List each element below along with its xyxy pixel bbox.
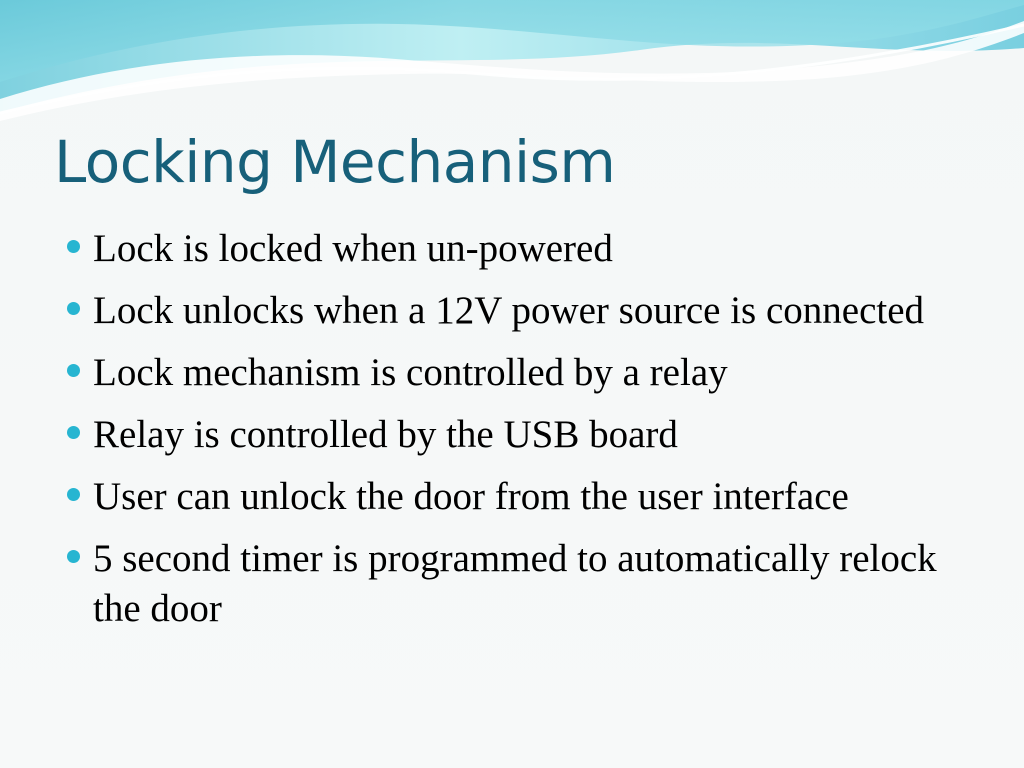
bullet-text: Lock mechanism is controlled by a relay [93, 351, 728, 394]
bullet-dot-icon [67, 426, 80, 439]
bullet-item-3 [64, 348, 994, 398]
bullet-text: Lock unlocks when a 12V power source is connected [93, 289, 925, 332]
bullet-text: Relay is controlled by the USB board [93, 413, 678, 456]
bullet-item-6 [64, 534, 994, 634]
bullet-item-4 [64, 410, 994, 460]
bullet-dot-icon [67, 364, 80, 377]
bullet-item-2 [64, 286, 994, 336]
slide-title: Locking Mechanism [54, 128, 616, 196]
bullet-item-1 [64, 224, 994, 274]
bullet-item-5 [64, 472, 994, 522]
bullet-dot-icon [67, 550, 80, 563]
bullet-dot-icon [67, 488, 80, 501]
bullet-dot-icon [67, 302, 80, 315]
decorative-wave-banner [0, 0, 1024, 130]
bullet-text: User can unlock the door from the user interface [93, 475, 849, 518]
bullet-text: 5 second timer is programmed to automatically relock the door [93, 537, 937, 630]
bullet-text: Lock is locked when un-powered [93, 227, 613, 270]
bullet-list [64, 224, 994, 646]
bullet-dot-icon [67, 240, 80, 253]
